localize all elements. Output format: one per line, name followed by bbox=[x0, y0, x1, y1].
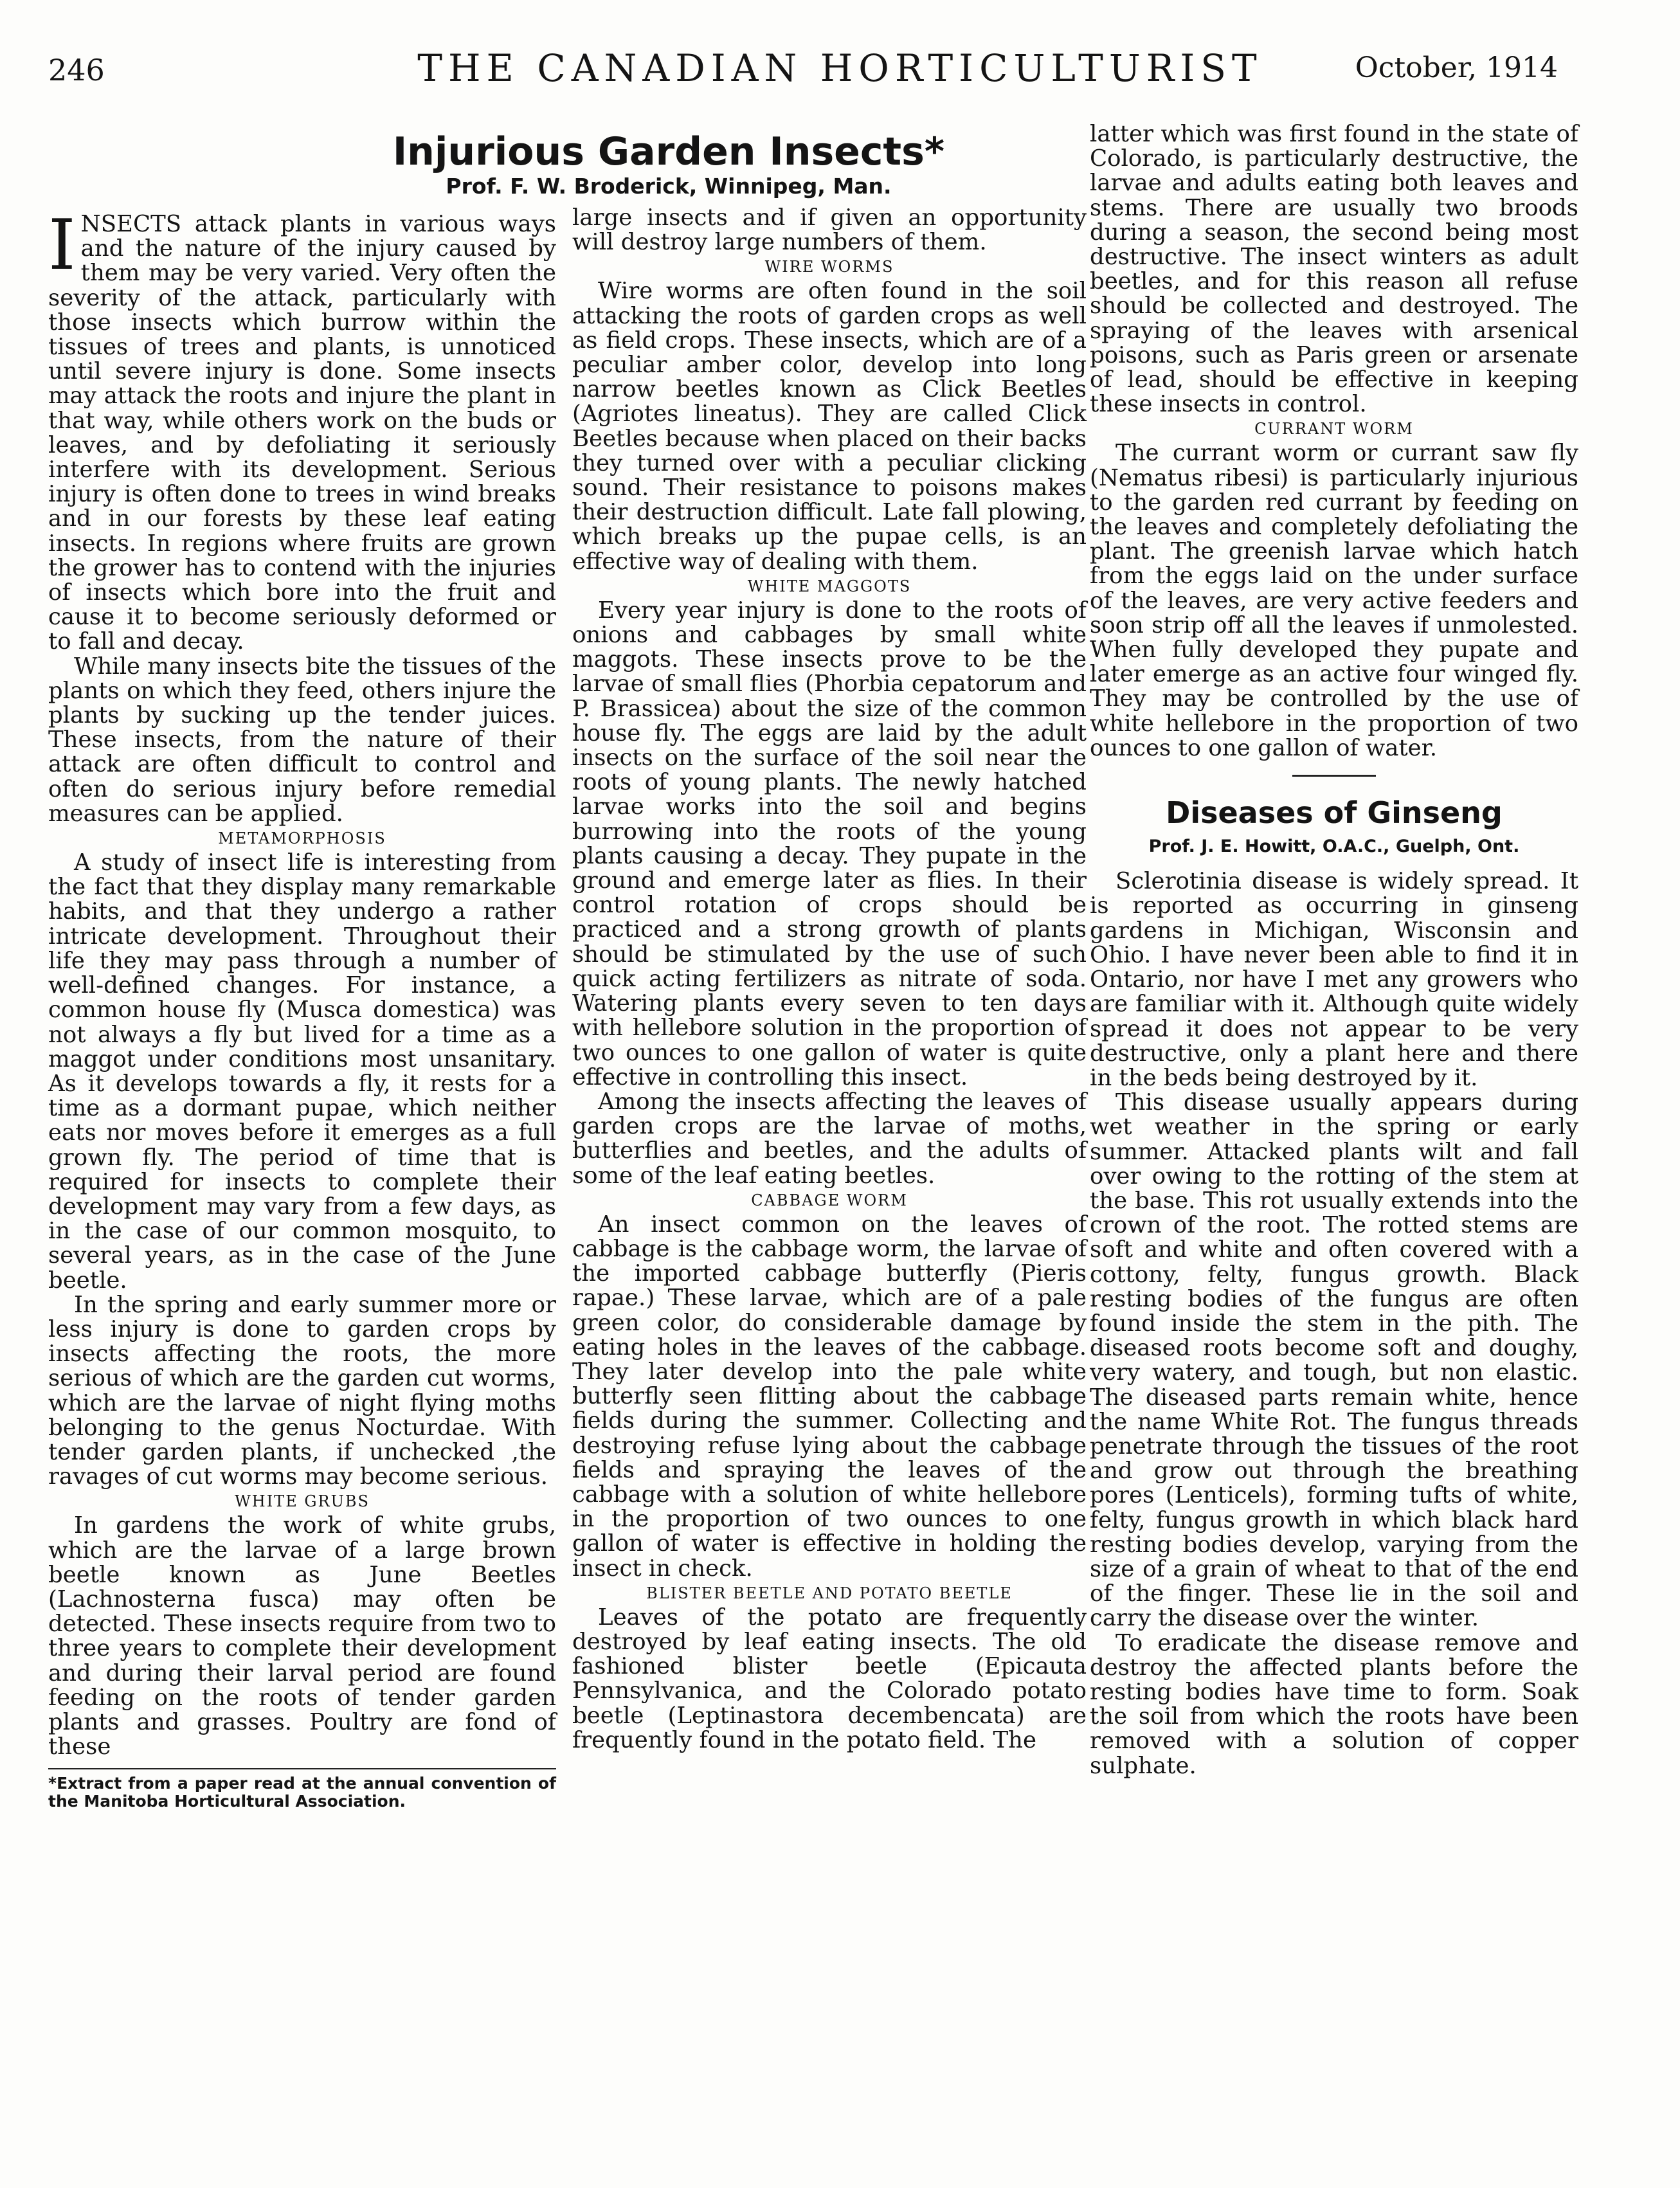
paragraph: To eradicate the disease remove and destroy the affected plants before the resting bodies have time to form. Soak the soil from which the roots have been removed with a solution of copper sulphate. bbox=[1090, 1629, 1578, 1779]
paragraph: Every year injury is done to the roots of onions and cabbages by small white maggots. These insects prove to be the larvae of small flies (Phorbia cepatorum and P. Brassicea) about the size of the common house fly. The eggs are laid by the adult insects on the surface of the soil near the roots of young plants. The newly hatched larvae works into the soil and begins burrowing into the roots of the young plants causing a decay. They pupate in the ground and emerge later as flies. In their control rotation of crops should be practiced and a strong growth of plants should be stimulated by the use of such quick acting fertilizers as nitrate of soda. Watering plants every seven to ten days with hellebore solution in the proportion of two ounces to one gallon of water is quite effective in controlling this insect. bbox=[572, 597, 1087, 1090]
subheading-blister-beetle: BLISTER BEETLE AND POTATO BEETLE bbox=[646, 1584, 1013, 1602]
column-2 bbox=[572, 206, 1087, 1753]
footnote: *Extract from a paper read at the annual convention of the Manitoba Horticultural Association. bbox=[48, 1768, 556, 1811]
subheading-white-grubs: WHITE GRUBS bbox=[235, 1492, 370, 1511]
paragraph: In gardens the work of white grubs, which are the larvae of a large brown beetle known as June Beetles (Lachnosterna fusca) may often be detected. These insects require from two to three years to complete their development and during their larval period are found feeding on the roots of tender garden plants and grasses. Poultry are fond of these bbox=[48, 1512, 556, 1760]
subheading-cabbage-worm: CABBAGE WORM bbox=[751, 1191, 908, 1209]
intro-paragraph: INSECTS attack plants in various ways and the nature of the injury caused by them may be very varied. Very often the severity of the attack, particularly with those insects which burrow within the tissues of trees and plants, is unnoticed until severe injury is done. Some insects may attack the roots and injure the plant in that way, while others work on the buds or leaves, and by defoliating it seriously interfere with its development. Serious injury is often done to trees in wind breaks and in our forests by these leaf eating insects. In regions where fruits are grown the grower has to contend with the injuries of insects which bore into the fruit and cause it to become seriously deformed or to fall and decay. bbox=[48, 205, 556, 655]
paragraph: This disease usually appears during wet weather in the spring or early summer. Attacked plants wilt and fall over owing to the rotting of the stem at the base. This rot usually extends into the crown of the root. The rotted stems are soft and white and often covered with a cottony, felty, fungus growth. Black resting bodies of the fungus are often found inside the stem in the pith. The diseased roots become soft and doughy, very watery, and tough, but non elastic. The diseased parts remain white, hence the name White Rot. The fungus threads penetrate through the tissues of the root and grow out through the breathing pores (Lenticels), forming tufts of white, felty, fungus growth in which black hard resting bodies develop, varying from the size of a grain of wheat to that of the end of the finger. These lie in the soil and carry the disease over the winter. bbox=[1090, 1089, 1578, 1632]
issue-date: October, 1914 bbox=[1355, 51, 1558, 84]
column-1 bbox=[48, 205, 556, 1811]
paragraph: Among the insects affecting the leaves of garden crops are the larvae of moths, butterflies and beetles, and the adults of some of the leaf eating beetles. bbox=[572, 1088, 1087, 1189]
paragraph: An insect common on the leaves of cabbage is the cabbage worm, the larvae of the imported cabbage butterfly (Pieris rapae.) These larvae, which are of a pale green color, do considerable damage by eating holes in the leaves of the cabbage. They later develop into the pale white butterfly seen flitting about the cabbage fields during the summer. Collecting and destroying refuse lying about the cabbage fields and spraying the leaves of the cabbage with a solution of white hellebore in the proportion of two ounces to one gallon of water is effective in holding the insect in check. bbox=[572, 1211, 1087, 1582]
article-author: Prof. F. W. Broderick, Winnipeg, Man. bbox=[446, 174, 892, 199]
subheading-metamorphosis: METAMORPHOSIS bbox=[218, 829, 386, 848]
paragraph: In the spring and early summer more or less injury is done to garden crops by insects affecting the roots, the more serious of which are the garden cut worms, which are the larvae of night flying moths belonging to the genus Nocturdae. With tender garden plants, if unchecked ,the ravages of cut worms may become serious. bbox=[48, 1291, 556, 1490]
paragraph: Wire worms are often found in the soil attacking the roots of garden crops as well as field crops. These insects, which are of a peculiar amber color, develop into long narrow beetles known as Click Beetles (Agriotes lineatus). They are called Click Beetles because when placed on their backs they turned over with a peculiar clicking sound. Their resistance to poisons makes their destruction difficult. Late fall plowing, which breaks up the pupae cells, is an effective way of dealing with them. bbox=[572, 278, 1087, 575]
paragraph: latter which was first found in the state of Colorado, is particularly destructive, the larvae and adults eating both leaves and stems. There are usually two broods during a season, the second being most destructive. The insect winters as adult beetles, and for this reason all refuse should be collected and destroyed. The spraying of the leaves with arsenical poisons, such as Paris green or arsenate of lead, should be effective in keeping these insects in control. bbox=[1090, 121, 1578, 418]
column-3 bbox=[1090, 122, 1578, 1778]
paragraph: Leaves of the potato are frequently destroyed by leaf eating insects. The old fashioned blister beetle (Epicauta Pennsylvanica, and the Colorado potato beetle (Leptinastora decembencata) are frequently found in the potato field. The bbox=[572, 1604, 1087, 1753]
paragraph: A study of insect life is interesting from the fact that they display many remarkable habits, and that they undergo a rather intricate development. Throughout their life they may pass through a number of well-defined changes. For instance, a common house fly (Musca domestica) was not always a fly but lived for a time as a maggot under conditions most unsanitary. As it develops towards a fly, it rests for a time as a dormant pupae, which neither eats nor moves before it emerges as a full grown fly. The period of time that is required for insects to complete their development may vary from a few days, as in the case of our common mosquito, to several years, as in the case of the June beetle. bbox=[48, 849, 556, 1294]
article-author: Prof. J. E. Howitt, O.A.C., Guelph, Ont. bbox=[1148, 836, 1520, 857]
subheading-currant-worm: CURRANT WORM bbox=[1254, 420, 1414, 439]
section-divider bbox=[1292, 775, 1376, 777]
subheading-wire-worms: WIRE WORMS bbox=[764, 258, 894, 276]
article-title: Injurious Garden Insects* bbox=[392, 129, 945, 174]
drop-cap: I bbox=[48, 205, 76, 285]
paragraph: Sclerotinia disease is widely spread. It is reported as occurring in ginseng gardens in Michigan, Wisconsin and Ohio. I have never been able to find it in Ontario, nor have I met any growers who are familiar with it. Although quite widely spread it does not appear to be very destructive, only a plant here and there in the beds being destroyed by it. bbox=[1090, 868, 1578, 1091]
paragraph: While many insects bite the tissues of the plants on which they feed, others injure the plants by sucking up the tender juices. These insects, from the nature of their attack are often difficult to control and often do serious injury before remedial measures can be applied. bbox=[48, 653, 556, 827]
publication-title: THE CANADIAN HORTICULTURIST bbox=[417, 46, 1263, 90]
subheading-white-maggots: WHITE MAGGOTS bbox=[747, 577, 912, 595]
page-header bbox=[0, 0, 1680, 122]
paragraph: large insects and if given an opportunity will destroy large numbers of them. bbox=[572, 204, 1087, 256]
article-title: Diseases of Ginseng bbox=[1166, 795, 1503, 831]
page-number: 246 bbox=[48, 53, 105, 87]
paragraph: The currant worm or currant saw fly (Nematus ribesi) is particularly injurious to the garden red currant by feeding on the leaves and completely defoliating the plant. The greenish larvae which hatch from the eggs laid on the under surface of the leaves, are very active feeders and soon strip off all the leaves if unmolested. When fully developed they pupate and later emerge as an active four winged fly. They may be controlled by the use of white hellebore in the proportion of two ounces to one gallon of water. bbox=[1090, 440, 1578, 761]
